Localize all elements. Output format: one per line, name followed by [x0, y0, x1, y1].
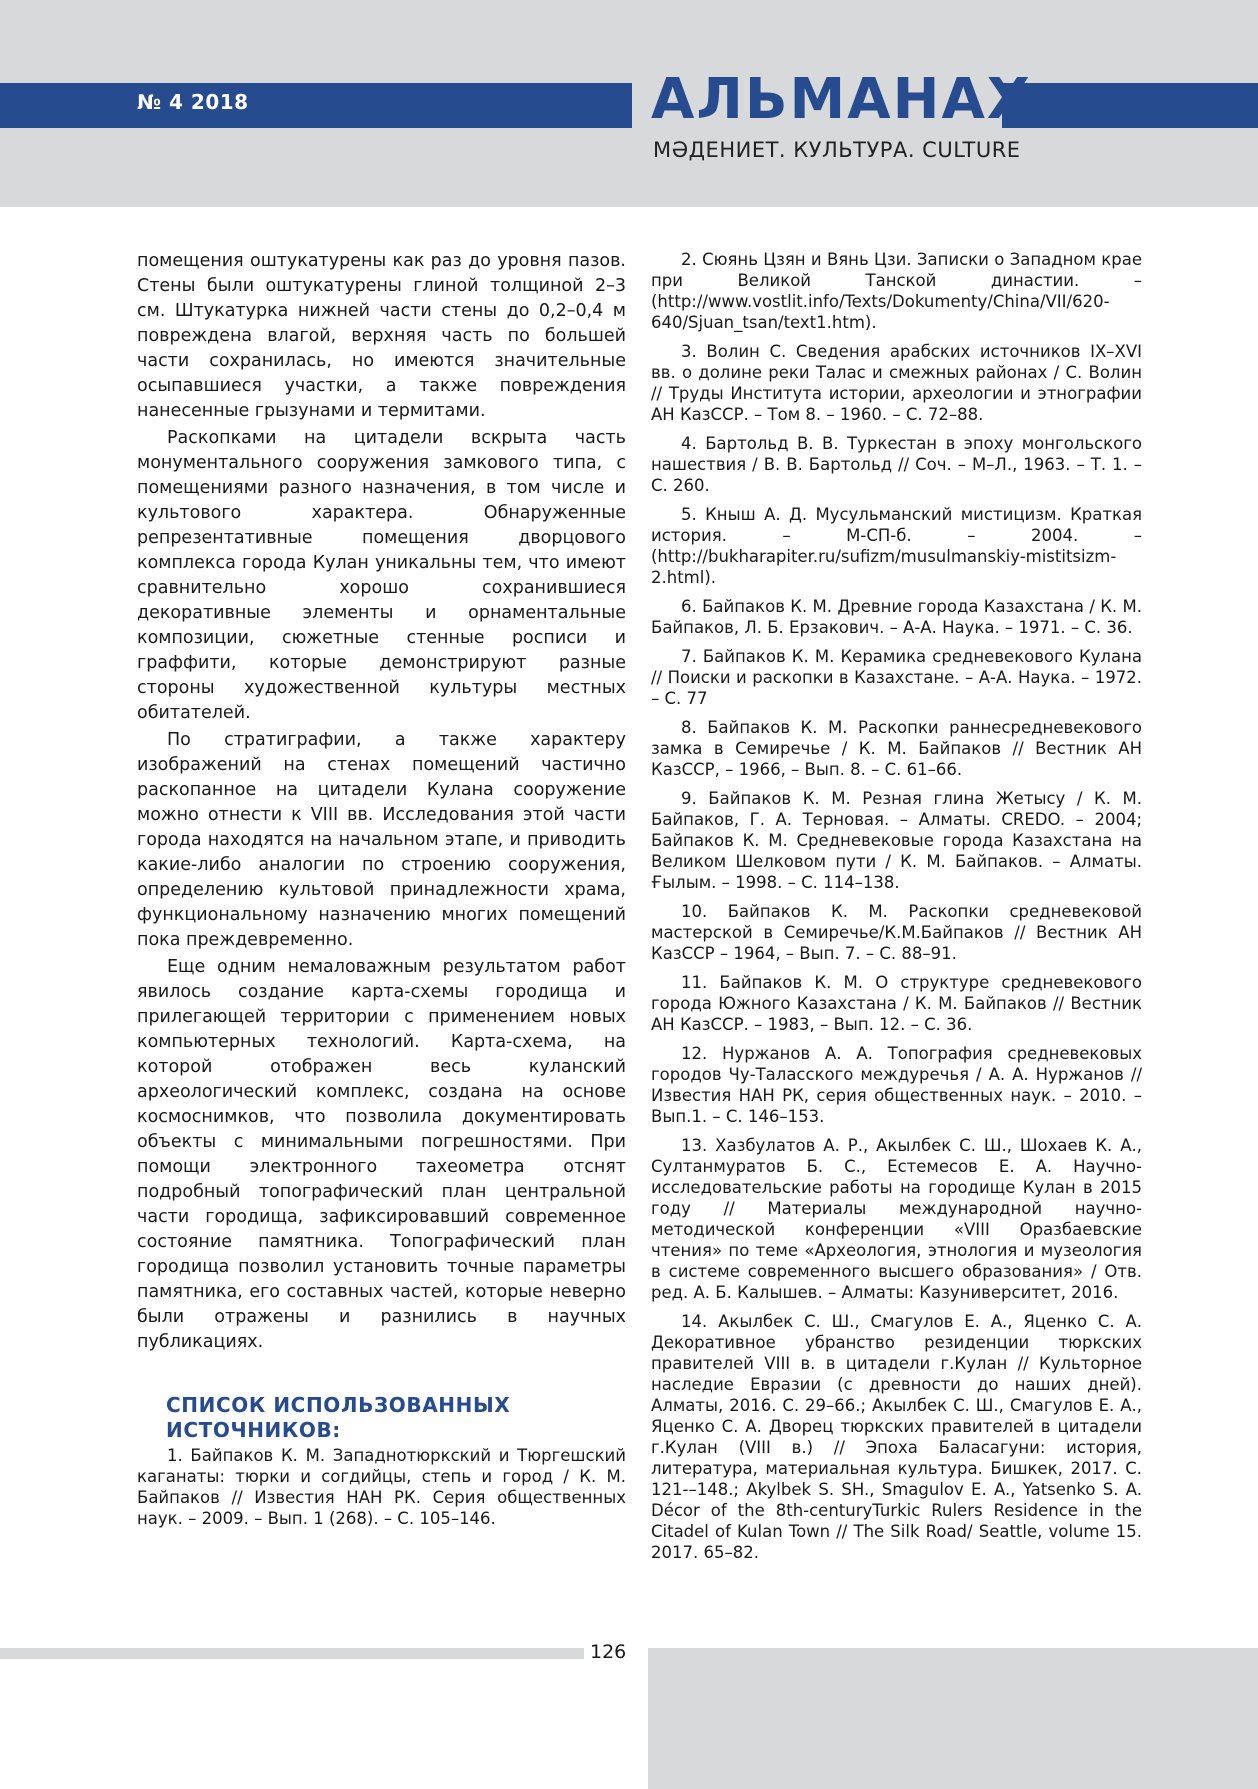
- reference-item: 4. Бартольд В. В. Туркестан в эпоху монгольского нашествия / В. В. Бартольд // Соч. – М–Л., 1963. – Т. 1. – С. 260.: [651, 434, 1142, 495]
- paragraph: По стратиграфии, а также характеру изображений на стенах помещений частично раскопанное на цитадели Кулана сооружение можно отнести к VIII вв. Исследования этой части города находятся на начальном этапе, и приводить какие-либо аналогии по строению сооружения, определению культовой принадлежности храма, функциональному назначению многих помещений пока преждевременно.: [137, 730, 626, 950]
- paragraph: Еще одним немаловажным результатом работ явилось создание карта-схемы городища и прилегающей территории с применением новых компьютерных технологий. Карта-схема, на которой отображен весь куланский археологический комплекс, создана на основе космоснимков, что позволила документировать объекты с минимальными погрешностями. При помощи электронного тахеометра отснят подробный топографический план центральной части городища, зафиксировавший современное состояние памятника. Топографический план городища позволил установить точные параметры памятника, его составных частей, которые неверно были отражены и разнились в научных публикациях.: [137, 957, 626, 1352]
- left-column: [137, 249, 626, 1531]
- references-heading-line: СПИСОК ИСПОЛЬЗОВАННЫХ: [166, 1393, 511, 1417]
- footer-rule: [0, 1648, 584, 1659]
- reference-item: 6. Байпаков К. М. Древние города Казахстана / К. М. Байпаков, Л. Б. Ерзакович. – А-А. Наука. – 1971. – С. 36.: [651, 597, 1142, 637]
- reference-item: 8. Байпаков К. М. Раскопки раннесредневекового замка в Семиречье / К. М. Байпаков // Вестник АН КазССР, – 1966, – Вып. 8. – С. 61–66.: [651, 718, 1142, 779]
- footer-band: [648, 1648, 1258, 1789]
- reference-item: 7. Байпаков К. М. Керамика средневекового Кулана // Поиски и раскопки в Казахстане. – А-А. Наука. – 1972. – С. 77: [651, 647, 1142, 708]
- journal-subtitle: МӘДЕНИЕТ. КУЛЬТУРА. CULTURE: [653, 138, 1021, 162]
- references-heading-line: ИСТОЧНИКОВ:: [166, 1418, 341, 1442]
- paragraph: помещения оштукатурены как раз до уровня пазов. Стены были оштукатурены глиной толщиной 2–3 см. Штукатурка нижней части стены до 0,2–0,4 м повреждена влагой, верхняя часть по большей части сохранилась, но имеются значительные осыпавшиеся участки, а также повреждения нанесенные грызунами и термитами.: [137, 251, 626, 421]
- reference-item: 11. Байпаков К. М. О структуре средневекового города Южного Казахстана / К. М. Байпаков // Вестник АН КазССР. – 1983, – Вып. 12. – С. 36.: [651, 973, 1142, 1034]
- reference-item: 2. Сюянь Цзян и Вянь Цзи. Записки о Западном крае при Великой Танской династии. – (http://www.vostlit.info/Texts/Dokumenty/China/VII/620-640/Sjuan_tsan/text1.htm).: [651, 250, 1142, 332]
- header-bar-left: [0, 83, 632, 128]
- right-column: [651, 249, 1142, 1571]
- reference-item: 1. Байпаков К. М. Западнотюркский и Тюргешский каганаты: тюрки и согдийцы, степь и город / К. М. Байпаков // Известия НАН РК. Серия общественных наук. – 2009. – Вып. 1 (268). – С. 105–146.: [137, 1446, 626, 1528]
- reference-item: 14. Акылбек С. Ш., Смагулов Е. А., Яценко С. А. Декоративное убранство резиденции тюркских правителей VIII в. в цитадели г.Кулан // Культорное наследие Евразии (с древности до наших дней). Алматы, 2016. С. 29–66.; Акылбек С. Ш., Смагулов Е. А., Яценко С. А. Дворец тюркских правителей в цитадели г.Кулан (VIII в.) // Эпоха Баласагуни: история, литература, материальная культура. Бишкек, 2017. С. 121-–148.; Akylbek S. SH., Smagulov E. A., Yatsenko S. A. Décor of the 8th-centuryTurkic Rulers Residence in the Citadel of Kulan Town // The Silk Road/ Seattle, volume 15. 2017. 65–82.: [651, 1312, 1142, 1562]
- reference-item: 9. Байпаков К. М. Резная глина Жетысу / К. М. Байпаков, Г. А. Терновая. – Алматы. CREDO. – 2004; Байпаков К. М. Средневековые города Казахстана на Великом Шелковом пути / К. М. Байпаков. – Алматы. Ғылым. – 1998. – С. 114–138.: [651, 789, 1142, 892]
- reference-item: 5. Кныш А. Д. Мусульманский мистицизм. Краткая история. – М-СП-б. – 2004. – (http://bukharapiter.ru/sufizm/musulmanskiy-mistitsizm-2.html).: [651, 505, 1142, 587]
- journal-title: АЛЬМАНАХ: [651, 67, 1032, 132]
- header-bar-right: [1002, 83, 1258, 128]
- references-heading: [166, 1393, 626, 1443]
- issue-number: № 4 2018: [137, 90, 249, 114]
- reference-item: 3. Волин С. Сведения арабских источников IX–XVI вв. о долине реки Талас и смежных районах / С. Волин // Труды Института истории, археологии и этнографии АН КазССР. – Том 8. – 1960. – С. 72–88.: [651, 342, 1142, 424]
- reference-item: 13. Хазбулатов А. Р., Акылбек С. Ш., Шохаев К. А., Султанмуратов Б. С., Естемесов Е. А. Научно-исследовательские работы на городище Кулан в 2015 году // Материалы международной научно-методической конференции «VIII Оразбаевские чтения» по теме «Археология, этнология и музеология в системе современного высшего образования» / Отв. ред. А. Б. Калышев. – Алматы: Казуниверситет, 2016.: [651, 1136, 1142, 1302]
- page-number: 126: [590, 1641, 627, 1663]
- reference-item: 12. Нуржанов А. А. Топография средневековых городов Чу-Таласского междуречья / А. А. Нуржанов // Известия НАН РК, серия общественных наук. – 2010. – Вып.1. – С. 146–153.: [651, 1044, 1142, 1126]
- paragraph: Раскопками на цитадели вскрыта часть монументального сооружения замкового типа, с помещениями разного назначения, в том числе и культового характера. Обнаруженные репрезентативные помещения дворцового комплекса города Кулан уникальны тем, что имеют сравнительно хорошо сохранившиеся декоративные элементы и орнаментальные композиции, сюжетные стенные росписи и граффити, которые демонстрируют разные стороны художественной культуры местных обитателей.: [137, 428, 626, 723]
- reference-item: 10. Байпаков К. М. Раскопки средневековой мастерской в Семиречье/К.М.Байпаков // Вестник АН КазССР – 1964, – Вып. 7. – С. 88–91.: [651, 902, 1142, 963]
